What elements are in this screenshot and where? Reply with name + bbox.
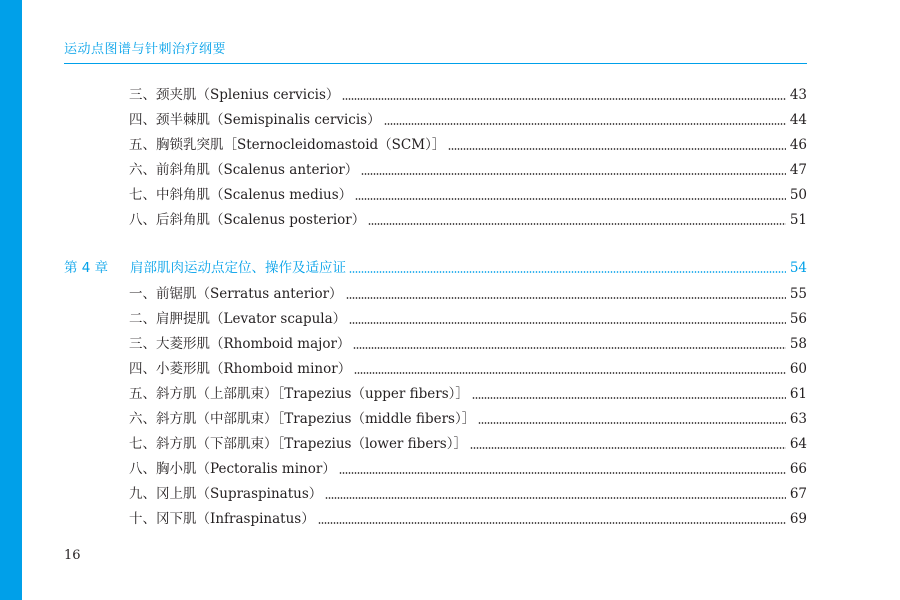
toc-entry-title: 九、冈上肌（Supraspinatus） [129, 486, 323, 502]
toc-entry[interactable] [129, 485, 807, 503]
toc-entry-title: 五、斜方肌（上部肌束）［Trapezius（upper fibers）］ [129, 386, 469, 402]
toc-entry[interactable] [129, 360, 807, 378]
dot-leader [478, 422, 786, 424]
toc-entry-title: 一、前锯肌（Serratus anterior） [129, 286, 343, 302]
chapter-page: 54 [789, 260, 807, 276]
toc-entry-page: 44 [789, 112, 807, 128]
toc-entry-page: 66 [789, 461, 807, 477]
toc-entry-title: 七、中斜角肌（Scalenus medius） [129, 187, 353, 203]
dot-leader [325, 497, 786, 499]
toc-entry[interactable] [129, 285, 807, 303]
toc-entry-title: 四、小菱形肌（Rhomboid minor） [129, 361, 352, 377]
toc-entry[interactable] [129, 136, 807, 154]
toc-entry[interactable] [129, 211, 807, 229]
toc-entry-page: 67 [789, 486, 807, 502]
toc-entry[interactable] [129, 186, 807, 204]
toc-entry-title: 七、斜方肌（下部肌束）［Trapezius（lower fibers）］ [129, 436, 467, 452]
toc-entry-title: 十、冈下肌（Infraspinatus） [129, 511, 315, 527]
toc-entry[interactable] [129, 335, 807, 353]
toc-entry[interactable] [129, 310, 807, 328]
dot-leader [384, 123, 786, 125]
dot-leader [318, 522, 786, 524]
toc-entry-title: 三、颈夹肌（Splenius cervicis） [129, 87, 340, 103]
toc-entry-page: 61 [789, 386, 807, 402]
header-rule [64, 63, 807, 64]
toc-entry-page: 63 [789, 411, 807, 427]
toc-entry[interactable] [129, 385, 807, 403]
toc-entry[interactable] [129, 410, 807, 428]
chapter-number: 第 4 章 [64, 260, 109, 276]
toc-entry-page: 58 [789, 336, 807, 352]
dot-leader [353, 347, 786, 349]
toc-entry-title: 六、前斜角肌（Scalenus anterior） [129, 162, 359, 178]
toc-entry-title: 四、颈半棘肌（Semispinalis cervicis） [129, 112, 381, 128]
toc-entry-page: 64 [789, 436, 807, 452]
toc-entry[interactable] [129, 435, 807, 453]
page-number: 16 [64, 548, 81, 563]
toc-entry-title: 八、后斜角肌（Scalenus posterior） [129, 212, 366, 228]
dot-leader [368, 223, 786, 225]
dot-leader [355, 198, 786, 200]
toc-entry-page: 60 [789, 361, 807, 377]
toc-entry[interactable] [129, 510, 807, 528]
side-color-bar [0, 0, 22, 600]
toc-entry-title: 八、胸小肌（Pectoralis minor） [129, 461, 336, 477]
dot-leader [472, 397, 786, 399]
toc-entry[interactable] [129, 161, 807, 179]
toc-entry-page: 56 [789, 311, 807, 327]
dot-leader [448, 148, 786, 150]
dot-leader [361, 173, 786, 175]
toc-entry-title: 五、胸锁乳突肌［Sternocleidomastoid（SCM）］ [129, 137, 446, 153]
toc-entry-title: 三、大菱形肌（Rhomboid major） [129, 336, 351, 352]
toc-entry-page: 43 [789, 87, 807, 103]
toc-entry-page: 50 [789, 187, 807, 203]
dot-leader [470, 447, 786, 449]
toc-entry[interactable] [129, 460, 807, 478]
toc-entry-page: 55 [789, 286, 807, 302]
dot-leader [346, 297, 786, 299]
toc-entry-page: 47 [789, 162, 807, 178]
toc-chapter-heading[interactable] [64, 259, 807, 277]
dot-leader [349, 271, 786, 273]
toc-entry-title: 六、斜方肌（中部肌束）［Trapezius（middle fibers）］ [129, 411, 476, 427]
toc-entry-title: 二、肩胛提肌（Levator scapula） [129, 311, 347, 327]
chapter-title: 肩部肌肉运动点定位、操作及适应证 [130, 260, 346, 276]
toc-entry-page: 46 [789, 137, 807, 153]
dot-leader [342, 98, 786, 100]
running-header: 运动点图谱与针刺治疗纲要 [64, 42, 227, 57]
dot-leader [354, 372, 786, 374]
toc-entry[interactable] [129, 86, 807, 104]
toc-entry[interactable] [129, 111, 807, 129]
toc-entry-page: 51 [789, 212, 807, 228]
toc-entry-page: 69 [789, 511, 807, 527]
dot-leader [349, 322, 786, 324]
dot-leader [339, 472, 786, 474]
